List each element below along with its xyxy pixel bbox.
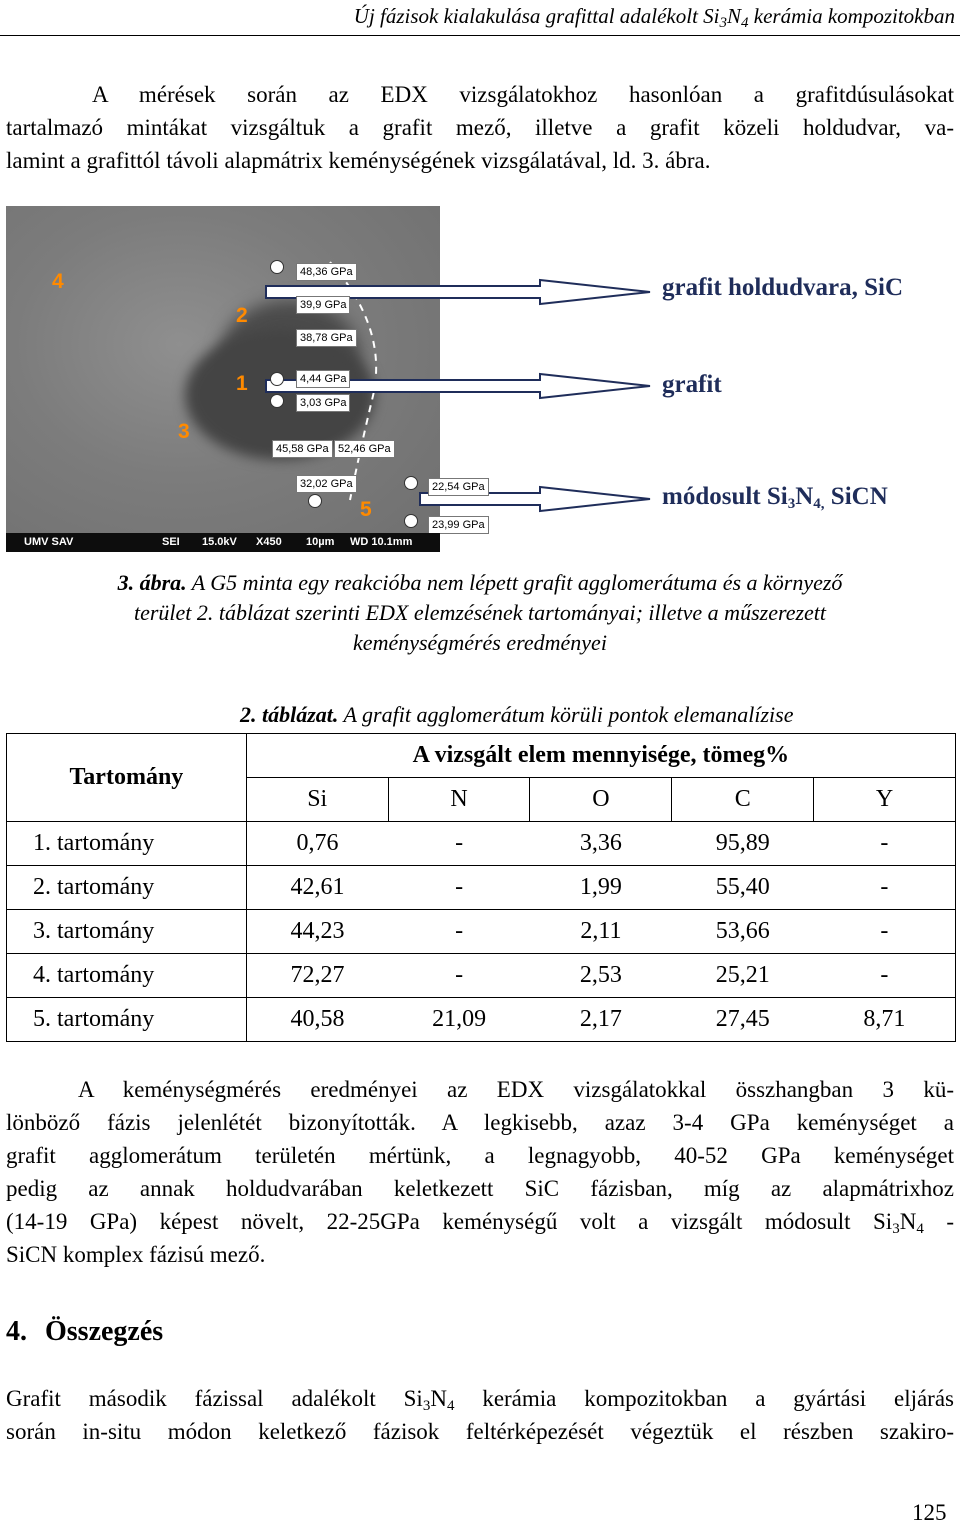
hardness-label: 39,9 GPa (296, 296, 350, 314)
region-number: 3 (178, 420, 190, 443)
region-number: 5 (360, 498, 372, 521)
page-number: 125 (912, 1500, 947, 1525)
results-line: pedig az annak holdudvarában keletkezett SiC fázisban, míg az alapmátrixhoz (6, 1176, 954, 1201)
cell: 95,89 (672, 822, 814, 866)
table-row (7, 998, 956, 1042)
cell: - (814, 954, 956, 998)
hardness-label: 22,54 GPa (428, 478, 489, 496)
results-line: A keménységmérés eredményei az EDX vizsgálatokkal összhangban 3 kü- (78, 1077, 954, 1102)
column-header: O (530, 778, 672, 822)
row-label: 5. tartomány (7, 998, 247, 1042)
column-header: Y (814, 778, 956, 822)
label-modosult: módosult $Si_3N_{4,}$ SiCN (662, 483, 888, 512)
region-number: 1 (236, 372, 248, 395)
column-header: C (672, 778, 814, 822)
hardness-label: 38,78 GPa (296, 329, 357, 347)
results-paragraph (6, 1073, 954, 1271)
sem-mode: SEI (162, 536, 180, 548)
sem-scale: 10µm (306, 536, 335, 548)
caption-line: terület 2. táblázat szerinti EDX elemzésének tartományai; illetve a műszerezett (133, 600, 827, 625)
hardness-label: 3,03 GPa (296, 394, 350, 412)
indent-point (404, 514, 418, 528)
hardness-label: 48,36 GPa (296, 263, 357, 281)
sem-magnification: X450 (256, 536, 282, 548)
column-header: N (388, 778, 530, 822)
sem-working-distance: WD 10.1mm (350, 536, 413, 548)
cell: - (388, 954, 530, 998)
table-row (7, 910, 956, 954)
cell: 53,66 (672, 910, 814, 954)
cell: 21,09 (388, 998, 530, 1042)
row-label: 1. tartomány (7, 822, 247, 866)
caption-line: 3. ábra. A G5 minta egy reakcióba nem lépett grafit agglomerátuma és a környező (117, 570, 843, 595)
cell: 1,99 (530, 866, 672, 910)
column-header: Si (246, 778, 388, 822)
section-heading: 4. Összegzés (6, 1316, 164, 1347)
table-group-header: A vizsgált elem mennyisége, tömeg% (246, 734, 955, 778)
results-line: grafit agglomerátum területén mértünk, a legnagyobb, 40-52 GPa keménységet (6, 1143, 954, 1168)
table-row (7, 822, 956, 866)
row-label: 3. tartomány (7, 910, 247, 954)
cell: 27,45 (672, 998, 814, 1042)
sem-lab: UMV SAV (24, 536, 74, 548)
summary-line: Grafit második fázissal adalékolt $Si_3N_4$ kerámia kompozitokban a gyártási eljárás (6, 1386, 954, 1414)
cell: 25,21 (672, 954, 814, 998)
cell: 0,76 (246, 822, 388, 866)
table-row-header: Tartomány (7, 734, 247, 822)
intro-line: lamint a grafittól távoli alapmátrix keménységének vizsgálatával, ld. 3. ábra. (6, 148, 711, 173)
hardness-label: 4,44 GPa (296, 370, 350, 388)
label-holdudvar: grafit holdudvara, SiC (662, 274, 904, 301)
cell: - (814, 822, 956, 866)
intro-line: tartalmazó mintákat vizsgáltuk a grafit mező, illetve a grafit közeli holdudvar, va- (6, 115, 954, 140)
indent-point (270, 372, 284, 386)
indent-point (270, 394, 284, 408)
edx-table (6, 733, 956, 1042)
cell: 2,53 (530, 954, 672, 998)
running-header: Új fázisok kialakulása grafittal adalékolt $Si_3N_4$ kerámia kompozitokban (353, 4, 955, 31)
table-row (7, 954, 956, 998)
hardness-label: 52,46 GPa (334, 440, 395, 458)
region-number: 2 (236, 304, 248, 327)
hardness-label: 45,58 GPa (272, 440, 333, 458)
table-caption: 2. táblázat. A grafit agglomerátum körüli pontok elemanalízise (240, 702, 794, 727)
hardness-label: 32,02 GPa (296, 475, 357, 493)
cell: - (388, 866, 530, 910)
caption-line: keménységmérés eredményei (353, 630, 607, 655)
results-line: (14-19 GPa) képest növelt, 22-25GPa keménységű volt a vizsgált módosult $Si_3N_4$ - (6, 1209, 954, 1237)
summary-paragraph (6, 1382, 954, 1448)
indent-point (308, 494, 322, 508)
cell: 72,27 (246, 954, 388, 998)
cell: 55,40 (672, 866, 814, 910)
intro-line: A mérések során az EDX vizsgálatokhoz hasonlóan a grafitdúsulásokat (92, 82, 954, 107)
cell: 2,17 (530, 998, 672, 1042)
cell: - (388, 822, 530, 866)
cell: - (388, 910, 530, 954)
table-row (7, 866, 956, 910)
cell: 40,58 (246, 998, 388, 1042)
cell: 3,36 (530, 822, 672, 866)
cell: - (814, 866, 956, 910)
cell: 8,71 (814, 998, 956, 1042)
cell: - (814, 910, 956, 954)
results-line: lönböző fázis jelenlétét bizonyították. A legkisebb, azaz 3-4 GPa keménységet a (6, 1110, 954, 1135)
hardness-label: 23,99 GPa (428, 516, 489, 534)
cell: 42,61 (246, 866, 388, 910)
sem-voltage: 15.0kV (202, 536, 237, 548)
cell: 44,23 (246, 910, 388, 954)
indent-point (270, 260, 284, 274)
label-grafit: grafit (662, 371, 722, 398)
indent-point (404, 476, 418, 490)
results-line: SiCN komplex fázisú mező. (6, 1242, 266, 1267)
region-number: 4 (52, 270, 64, 293)
summary-line: során in-situ módon keletkező fázisok feltérképezését végeztük el részben szakiro- (6, 1419, 954, 1444)
row-label: 2. tartomány (7, 866, 247, 910)
figure-caption (0, 568, 960, 658)
cell: 2,11 (530, 910, 672, 954)
sem-info-bar (6, 533, 440, 552)
row-label: 4. tartomány (7, 954, 247, 998)
